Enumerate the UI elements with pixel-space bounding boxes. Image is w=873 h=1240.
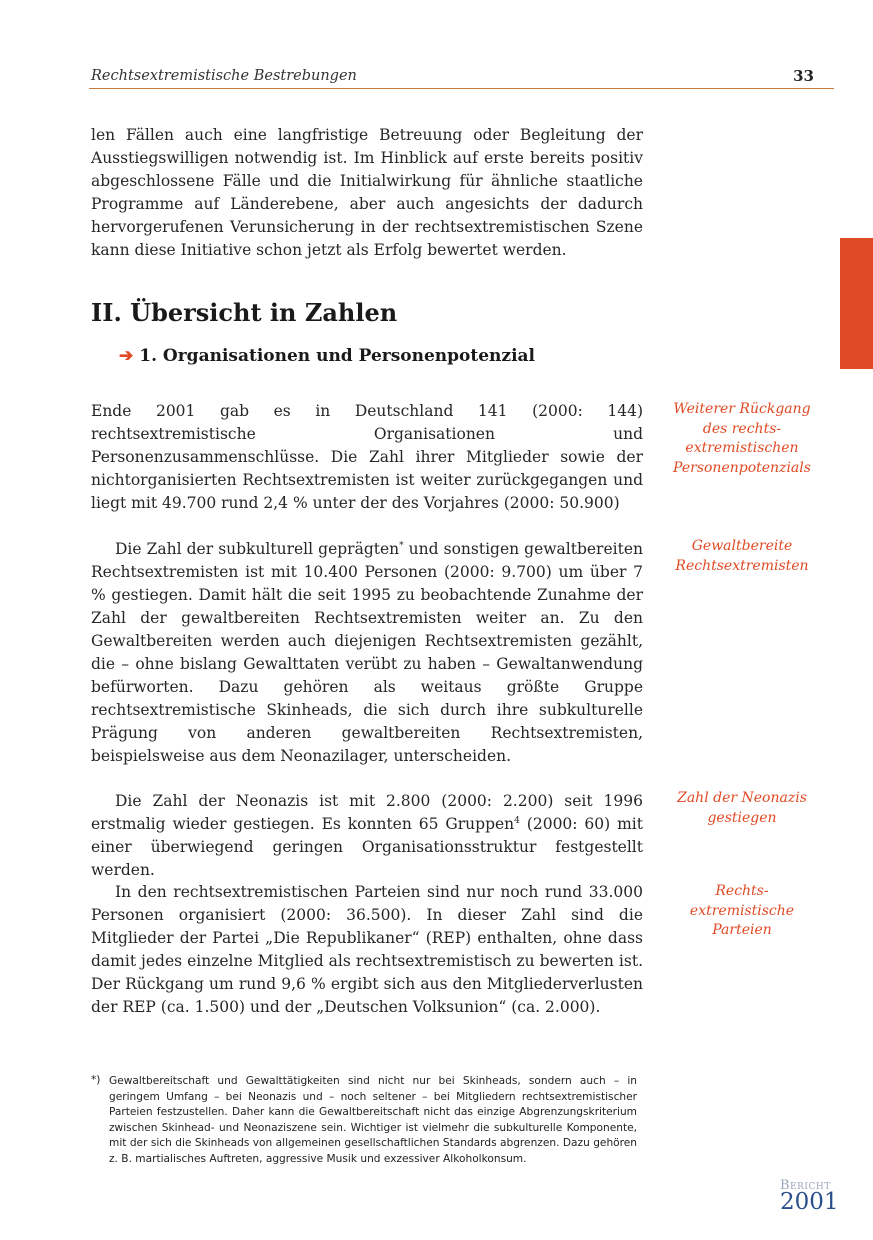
endnote-reference: 4 [514, 815, 520, 826]
footnote-marker: *) [91, 1074, 101, 1086]
margin-note-line: gestiegen [707, 809, 777, 826]
margin-note-parties [663, 882, 821, 941]
paragraph-violent-extremists-start: Die Zahl der subkulturell geprägten [115, 540, 400, 558]
paragraph-violent-extremists-rest: und sonstigen gewaltbereiten Rechtsextremisten ist mit 10.400 Personen (2000: 9.700) um über 7 % gestiegen. Damit hält die seit 1995 zu beobachtende Zunahme der Zahl der gewaltbereiten Rechtsextremisten weiter an. Zu den Gewaltbereiten werden auch diejenigen Rechtsextremisten gezählt, die – ohne bislang Gewalttaten verübt zu haben – Gewaltanwendung befürworten. Dazu gehören als weitaus größte Gruppe rechtsextremistische Skinheads, die sich durch ihre subkulturelle Prägung von anderen gewaltbereiten Rechtsextremisten, beispielsweise aus dem Neonazilager, unterscheiden. [91, 540, 643, 765]
intro-paragraph: len Fällen auch eine langfristige Betreuung oder Begleitung der Ausstiegswilligen notwendig ist. Im Hinblick auf erste bereits positiv abgeschlossene Fälle und die Initialwirkung für ähnliche staatliche Programme auf Länderebene, aber auch angesichts der dadurch hervorgerufenen Verunsicherung in der rechtsextremistischen Szene kann diese Initiative schon jetzt als Erfolg bewertet werden. [91, 126, 643, 259]
chapter-tab-marker [840, 238, 873, 369]
running-header-title: Rechtsextremistische Bestrebungen [91, 68, 357, 84]
page-number: 33 [793, 67, 814, 85]
margin-note-decline [663, 400, 821, 479]
paragraph-neonazis-rest: (2000: 60) mit einer überwiegend geringen Organisationsstruktur festgestellt werden. [91, 815, 643, 879]
paragraph-violent-extremists [91, 538, 643, 768]
arrow-icon: ➔ [119, 346, 134, 366]
footnote-text: Gewaltbereitschaft und Gewalttätigkeiten sind nicht nur bei Skinheads, sondern auch – in geringem Umfang – bei Neonazis und – noch seltener – bei Mitgliedern rechtsextremistischer Parteien festzustellen. Daher kann die Gewaltbereitschaft nicht das einzige Abgrenzungskriterium zwischen Skinhead- und Neonaziszene sein. Wichtiger ist vielmehr die subkulturelle Komponente, mit der sich die Skinheads von allgemeinen gesellschaftlichen Standards abgrenzen. Dazu gehören z. B. martialisches Auftreten, aggressive Musik und exzessiver Alkoholkonsum. [109, 1075, 637, 1165]
footnote-reference: * [399, 540, 404, 551]
margin-note-line: extremistischen [685, 440, 799, 457]
section-heading: II. Übersicht in Zahlen [91, 298, 398, 327]
margin-note-line: des rechts- [702, 420, 782, 437]
subsection-heading-text: 1. Organisationen und Personenpotenzial [139, 346, 535, 366]
header-rule [89, 88, 834, 89]
margin-note-line: Gewaltbereite [691, 538, 793, 554]
paragraph-neonazis [91, 790, 643, 882]
report-logo-year: 2001 [780, 1189, 839, 1215]
report-logo-word-text: Bericht [780, 1178, 831, 1193]
margin-note-violent [663, 537, 821, 576]
margin-note-line: Weiterer Rückgang [673, 401, 811, 417]
paragraph-parties: In den rechtsextremistischen Parteien sind nur noch rund 33.000 Personen organisiert (2000: 36.500). In dieser Zahl sind die Mitglieder der Partei „Die Republikaner“ (REP) enthalten, ohne dass damit jedes einzelne Mitglied als rechtsextremistisch zu bewerten ist. Der Rückgang um rund 9,6 % ergibt sich aus den Mitgliederverlusten der REP (ca. 1.500) und der „Deutschen Volksunion“ (ca. 2.000). [91, 883, 643, 1016]
subsection-heading [119, 346, 535, 366]
margin-note-line: Personenpotenzials [673, 460, 811, 477]
margin-note-line: Zahl der Neonazis [677, 790, 807, 806]
margin-note-line: Rechtsextremisten [675, 557, 809, 574]
margin-note-line: Parteien [712, 922, 772, 939]
margin-note-line: Rechts- [715, 883, 769, 899]
margin-note-neonazis [663, 789, 821, 828]
paragraph-organisations: Ende 2001 gab es in Deutschland 141 (2000: 144) rechtsextremistische Organisationen und Personenzusammenschlüsse. Die Zahl ihrer Mitglieder sowie der nichtorganisierten Rechtsextremisten ist weiter zurückgegangen und liegt mit 49.700 rund 2,4 % unter der des Vorjahres (2000: 50.900) [91, 402, 643, 512]
margin-note-line: extremistische [689, 902, 795, 919]
paragraph-neonazis-start: Die Zahl der Neonazis ist mit 2.800 (2000: 2.200) seit 1996 erstmalig wieder gestiegen. Es konnten 65 Gruppen [91, 792, 643, 833]
